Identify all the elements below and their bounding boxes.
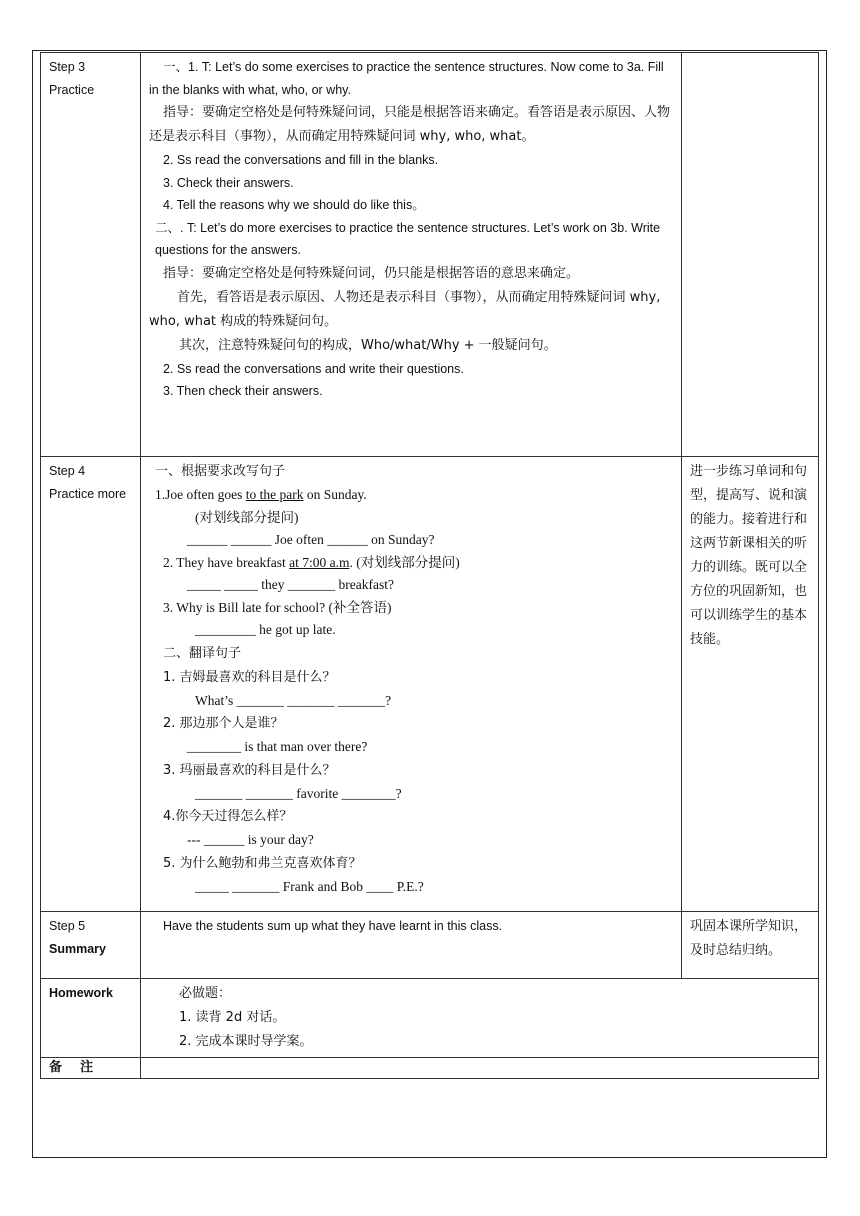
step4-t4-answer: --- ______ is your day? xyxy=(187,832,314,847)
q1-text-end: on Sunday. xyxy=(303,487,367,502)
step3-line-2: 指导：要确定空格处是何特殊疑问词，只能是根据答语来确定。看答语是表示原因、人物还是表示科目（事物），从而确定用特殊疑问词 why, who, what。 xyxy=(149,105,671,144)
q2-underlined: at 7:00 a.m xyxy=(289,554,350,570)
step4-label-cell xyxy=(41,457,141,912)
step4-heading-translate: 二、翻译句子 xyxy=(163,645,242,661)
homework-row xyxy=(41,979,819,1058)
step4-t2: 2. 那边那个人是谁？ xyxy=(163,716,284,731)
step4-t1: 1. 吉姆最喜欢的科目是什么？ xyxy=(163,669,336,685)
step5-content xyxy=(141,912,682,979)
step4-q3-answer: _________ he got up late. xyxy=(195,622,336,637)
step3-remark xyxy=(682,53,819,457)
step4-q3: 3. Why is Bill late for school? (补全答语) xyxy=(163,599,392,615)
step3-content xyxy=(141,53,682,457)
step4-q1-answer: ______ ______ Joe often ______ on Sunday? xyxy=(187,532,435,547)
step4-content xyxy=(141,457,682,912)
step4-t2-answer: ________ is that man over there? xyxy=(187,739,368,754)
step5-sublabel: Summary xyxy=(49,941,106,956)
homework-title: 必做题： xyxy=(179,986,232,1001)
step3-label: Step 3 xyxy=(49,60,86,74)
step3-line-5: 4. Tell the reasons why we should do like this。 xyxy=(163,198,425,212)
step5-label-cell xyxy=(41,912,141,979)
step3-line-8: 首先，看答语是表示原因、人物还是表示科目（事物），从而确定用特殊疑问词 why, who, what 构成的特殊疑问句。 xyxy=(149,289,661,329)
step4-t1-answer: What’s _______ _______ _______? xyxy=(195,692,392,708)
homework-item-2: 2. 完成本课时导学案。 xyxy=(179,1034,313,1049)
step3-line-9: 其次，注意特殊疑问句的构成，Who/what/Why + 一般疑问句。 xyxy=(179,337,557,353)
step4-q2 xyxy=(149,552,673,575)
step3-line-10: 2. Ss read the conversations and write their questions. xyxy=(163,361,464,376)
step4-sublabel: Practice more xyxy=(49,486,127,501)
step3-label-cell xyxy=(41,53,141,457)
step3-line-6: 二、. T: Let’s do more exercises to practice the sentence structures. Let’s work on 3b. Write questions for the answers. xyxy=(155,220,661,257)
lesson-plan-table xyxy=(40,52,819,1079)
step4-t4: 4.你今天过得怎么样？ xyxy=(163,809,293,824)
step4-row xyxy=(41,457,819,912)
step5-text: Have the students sum up what they have learnt in this class. xyxy=(163,919,503,933)
notes-label: 备 注 xyxy=(41,1058,141,1079)
step3-line-4: 3. Check their answers. xyxy=(163,175,294,190)
step3-sublabel: Practice xyxy=(49,82,95,97)
step4-t5-answer: _____ _______ Frank and Bob ____ P.E.? xyxy=(195,878,424,894)
step3-line-7: 指导：要确定空格处是何特殊疑问词，仍只能是根据答语的意思来确定。 xyxy=(163,265,580,281)
step3-row xyxy=(41,53,819,457)
q1-text: 1.Joe often goes xyxy=(155,487,246,502)
step5-remark: 巩固本课所学知识，及时总结归纳。 xyxy=(682,912,819,979)
step5-row xyxy=(41,912,819,979)
step3-line-11: 3. Then check their answers. xyxy=(163,384,323,398)
step4-heading-rewrite: 一、根据要求改写句子 xyxy=(155,464,286,479)
step4-t3: 3. 玛丽最喜欢的科目是什么？ xyxy=(163,762,336,778)
step4-t3-answer: _______ _______ favorite ________? xyxy=(195,785,402,801)
step5-label: Step 5 xyxy=(49,919,86,933)
step4-q2-answer: _____ _____ they _______ breakfast? xyxy=(187,577,394,592)
q1-underlined: to the park xyxy=(245,487,304,502)
homework-label: Homework xyxy=(41,979,141,1058)
step4-label: Step 4 xyxy=(49,464,86,478)
homework-content xyxy=(141,979,819,1058)
step4-remark: 进一步练习单词和句型，提高写、说和演的能力。接着进行和这两节新课相关的听力的训练。既可以全方位的巩固新知，也可以训练学生的基本技能。 xyxy=(682,457,819,912)
step4-q1-note: (对划线部分提问) xyxy=(195,509,299,525)
step3-line-3: 2. Ss read the conversations and fill in the blanks. xyxy=(163,153,439,167)
step4-q1 xyxy=(149,484,673,507)
step4-t5: 5. 为什么鲍勃和弗兰克喜欢体育？ xyxy=(163,855,362,871)
notes-content xyxy=(141,1058,819,1079)
q2-text-end: . (对划线部分提问) xyxy=(349,554,460,570)
step3-line-1: 一、1. T: Let’s do some exercises to practice the sentence structures. Now come to 3a. Fill in the blanks with what, who, or why. xyxy=(149,60,664,97)
notes-row xyxy=(41,1058,819,1079)
homework-item-1: 1. 读背 2d 对话。 xyxy=(179,1010,286,1025)
q2-text: 2. They have breakfast xyxy=(163,554,290,570)
